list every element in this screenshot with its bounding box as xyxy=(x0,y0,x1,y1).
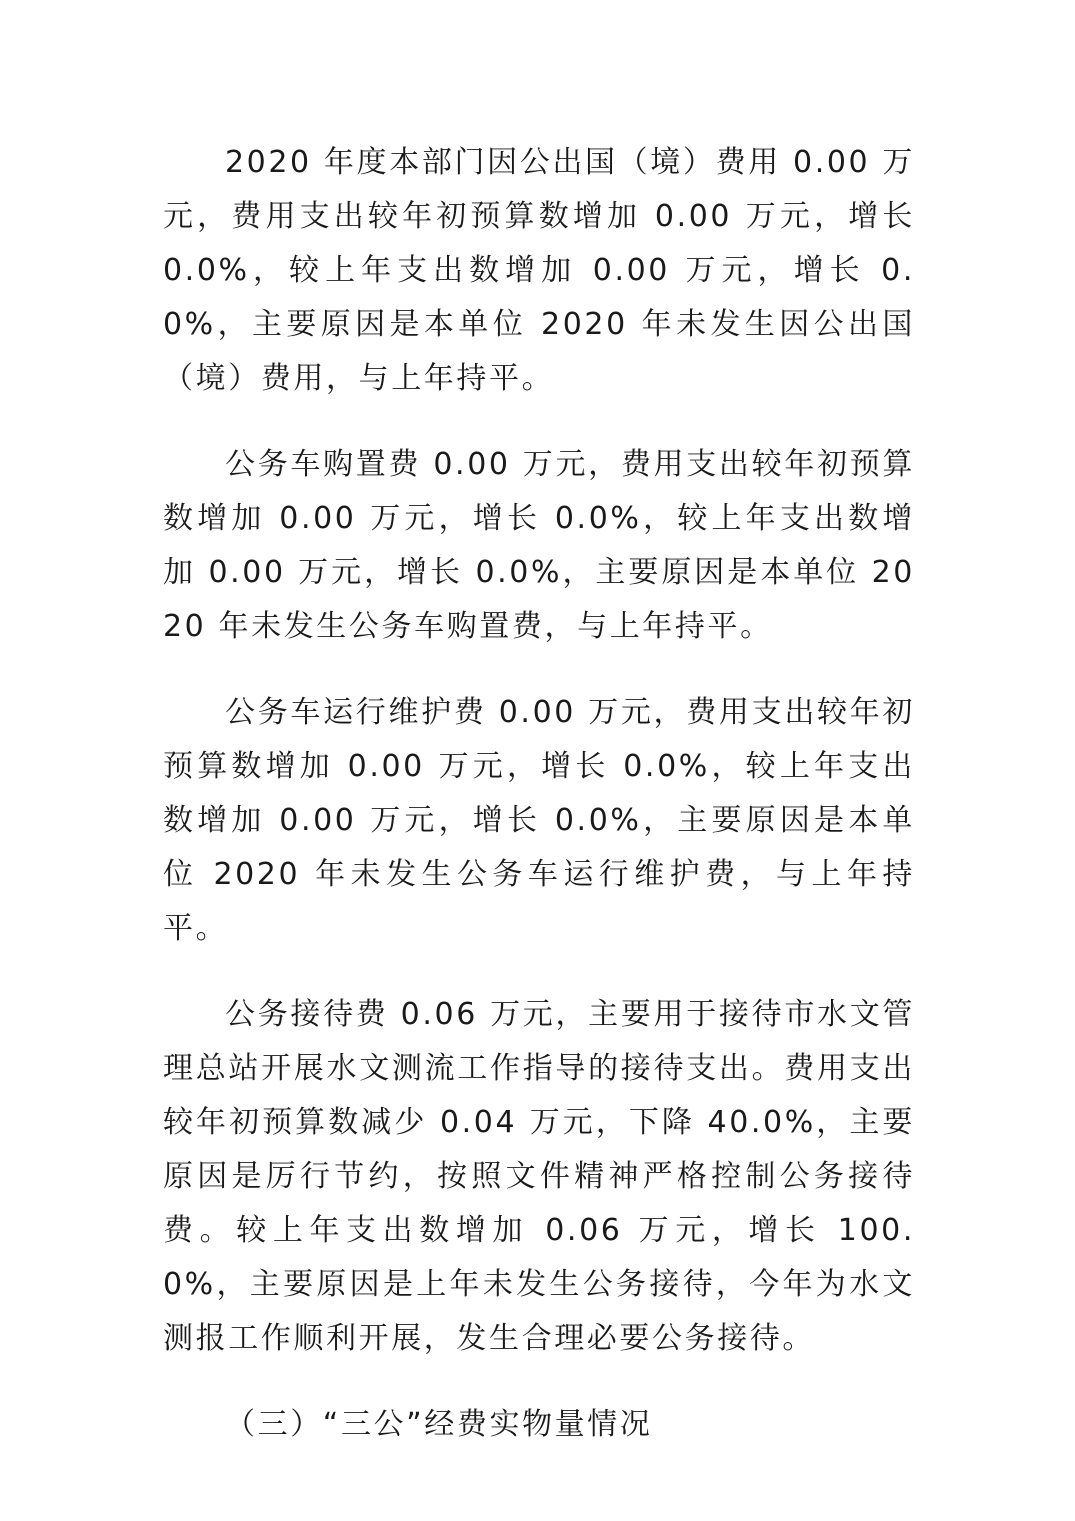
paragraph-reception-expense: 公务接待费 0.06 万元，主要用于接待市水文管理总站开展水文测流工作指导的接待支出。费用支出较年初预算数减少 0.04 万元，下降 40.0%，主要原因是厉行节约，按照文件精神严格控制公务接待费。较上年支出数增加 0.06 万元，增长 100.0%，主要原因是上年未发生公务接待，今年为水文测报工作顺利开展，发生合理必要公务接待。 xyxy=(163,997,915,1356)
section-heading: （三）“三公”经费实物量情况 xyxy=(225,1407,653,1442)
paragraph-vehicle-purchase-expense: 公务车购置费 0.00 万元，费用支出较年初预算数增加 0.00 万元，增长 0.0%，较上年支出数增加 0.00 万元，增长 0.0%，主要原因是本单位 2020 年未发生公务车购置费，与上年持平。 xyxy=(163,447,915,644)
document-body xyxy=(163,136,915,1452)
paragraph-overseas-travel-expense: 2020 年度本部门因公出国（境）费用 0.00 万元，费用支出较年初预算数增加 0.00 万元，增长 0.0%，较上年支出数增加 0.00 万元，增长 0.0%，主要原因是本单位 2020 年未发生因公出国（境）费用，与上年持平。 xyxy=(163,145,915,396)
paragraph-vehicle-maintenance-expense: 公务车运行维护费 0.00 万元，费用支出较年初预算数增加 0.00 万元，增长 0.0%，较上年支出数增加 0.00 万元，增长 0.0%，主要原因是本单位 2020 年未发生公务车运行维护费，与上年持平。 xyxy=(163,695,915,946)
